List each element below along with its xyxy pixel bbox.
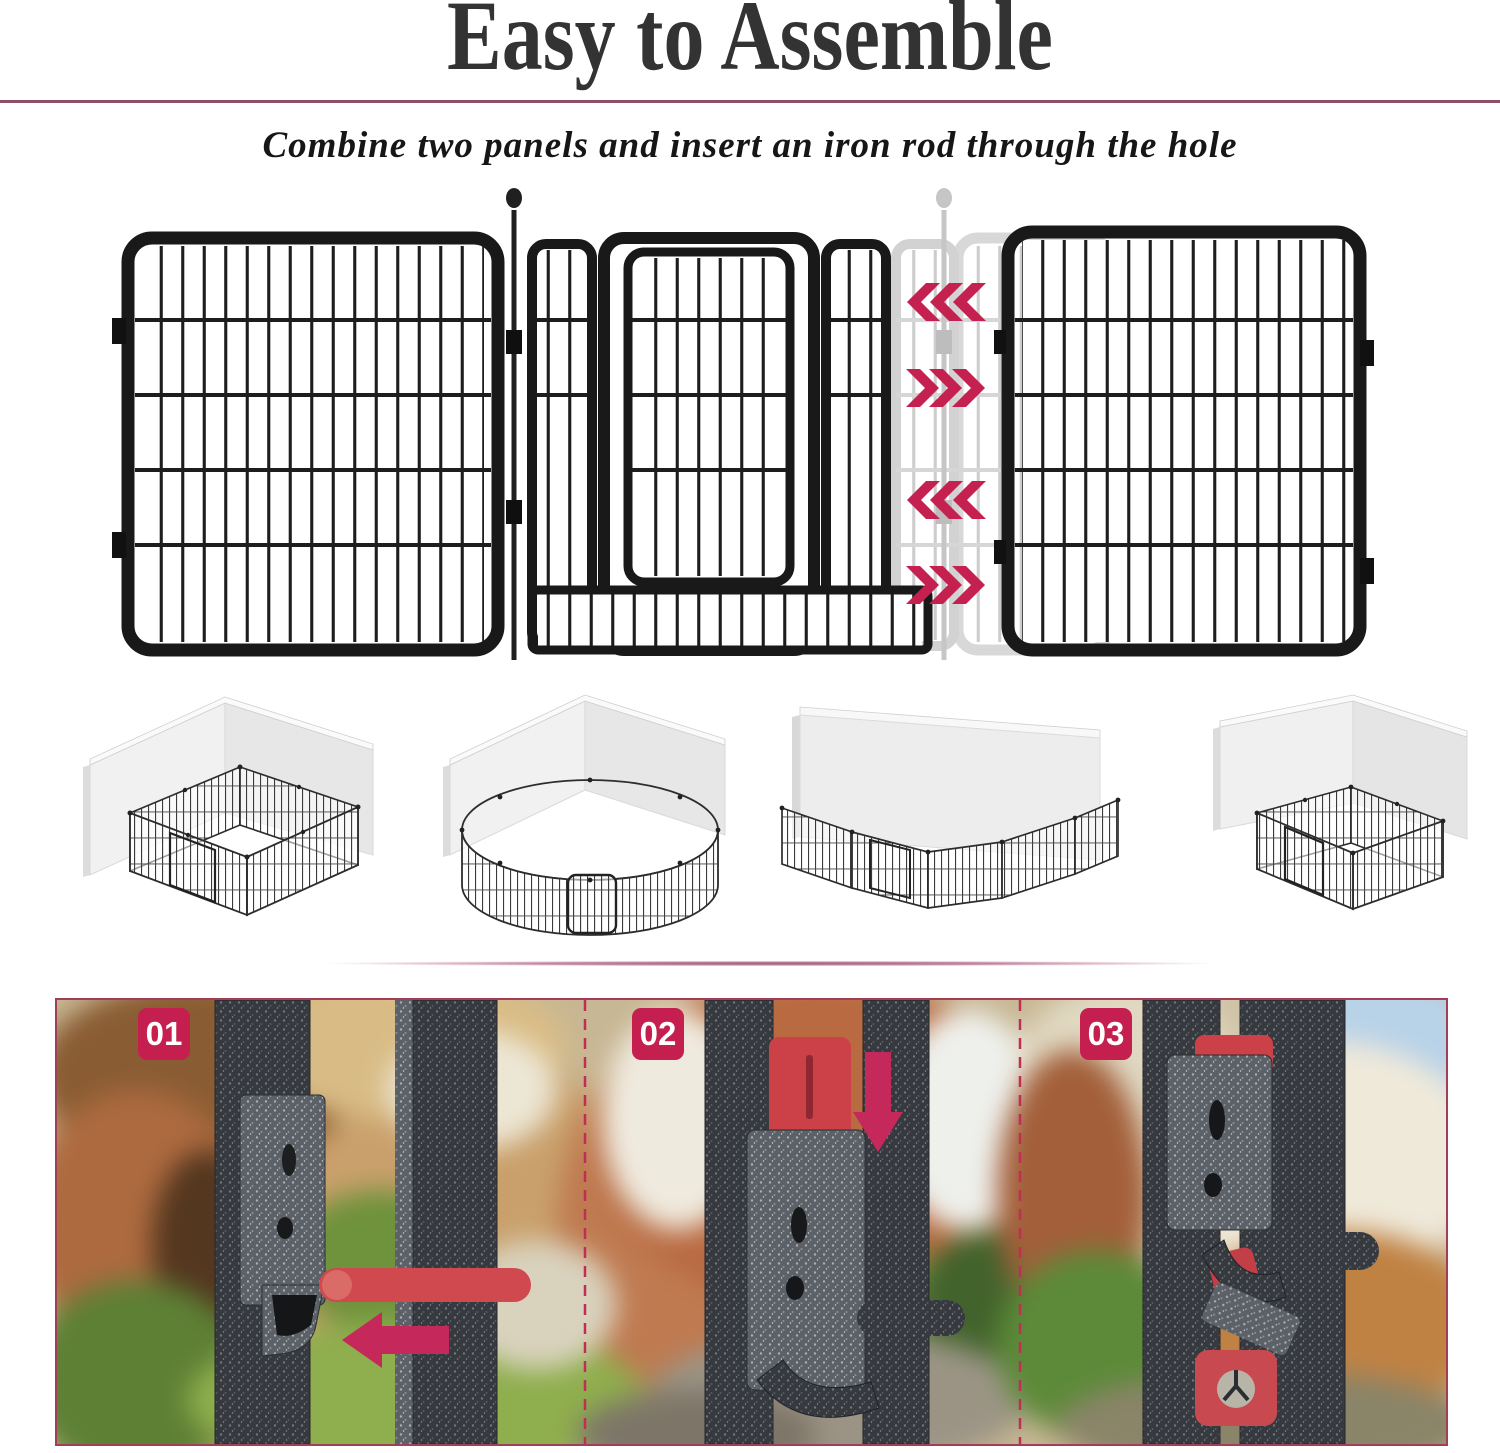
step-3-lock-detail (1143, 1000, 1379, 1444)
step-badge-3: 03 (1080, 1008, 1132, 1060)
step-badge-1: 01 (138, 1008, 190, 1060)
wall-barrier-diagram (780, 707, 1121, 908)
layout-examples (0, 690, 1500, 960)
photo-steps-overlay (57, 1000, 1446, 1444)
red-rod-icon (319, 1268, 531, 1302)
door-hinge-slot (796, 500, 808, 538)
red-pin-bottom-icon (1195, 1350, 1277, 1426)
door-threshold-band (532, 590, 928, 650)
section-divider (195, 960, 1345, 967)
assembly-illustration (0, 170, 1500, 700)
step-badge-2: 02 (632, 1008, 684, 1060)
subtitle: Combine two panels and insert an iron rod through the hole (262, 125, 1238, 166)
door-hinge-slot (796, 380, 808, 418)
door-panel-assembly (532, 238, 928, 650)
corner-square-pen-diagram (1213, 695, 1467, 909)
step-2-lock-detail (705, 1000, 965, 1444)
corner-rectangle-pen-diagram (83, 697, 373, 915)
title-divider (0, 100, 1500, 103)
installation-photo-steps (55, 998, 1448, 1446)
fence-panel-left (112, 238, 498, 650)
iron-rod-with-ball-icon (506, 188, 522, 660)
red-pin-icon (769, 1037, 851, 1141)
fence-panel-right (994, 232, 1374, 650)
page-title: Easy to Assemble (447, 0, 1053, 91)
octagon-pen-diagram (443, 695, 725, 935)
step-1-lock-detail (215, 1000, 531, 1444)
